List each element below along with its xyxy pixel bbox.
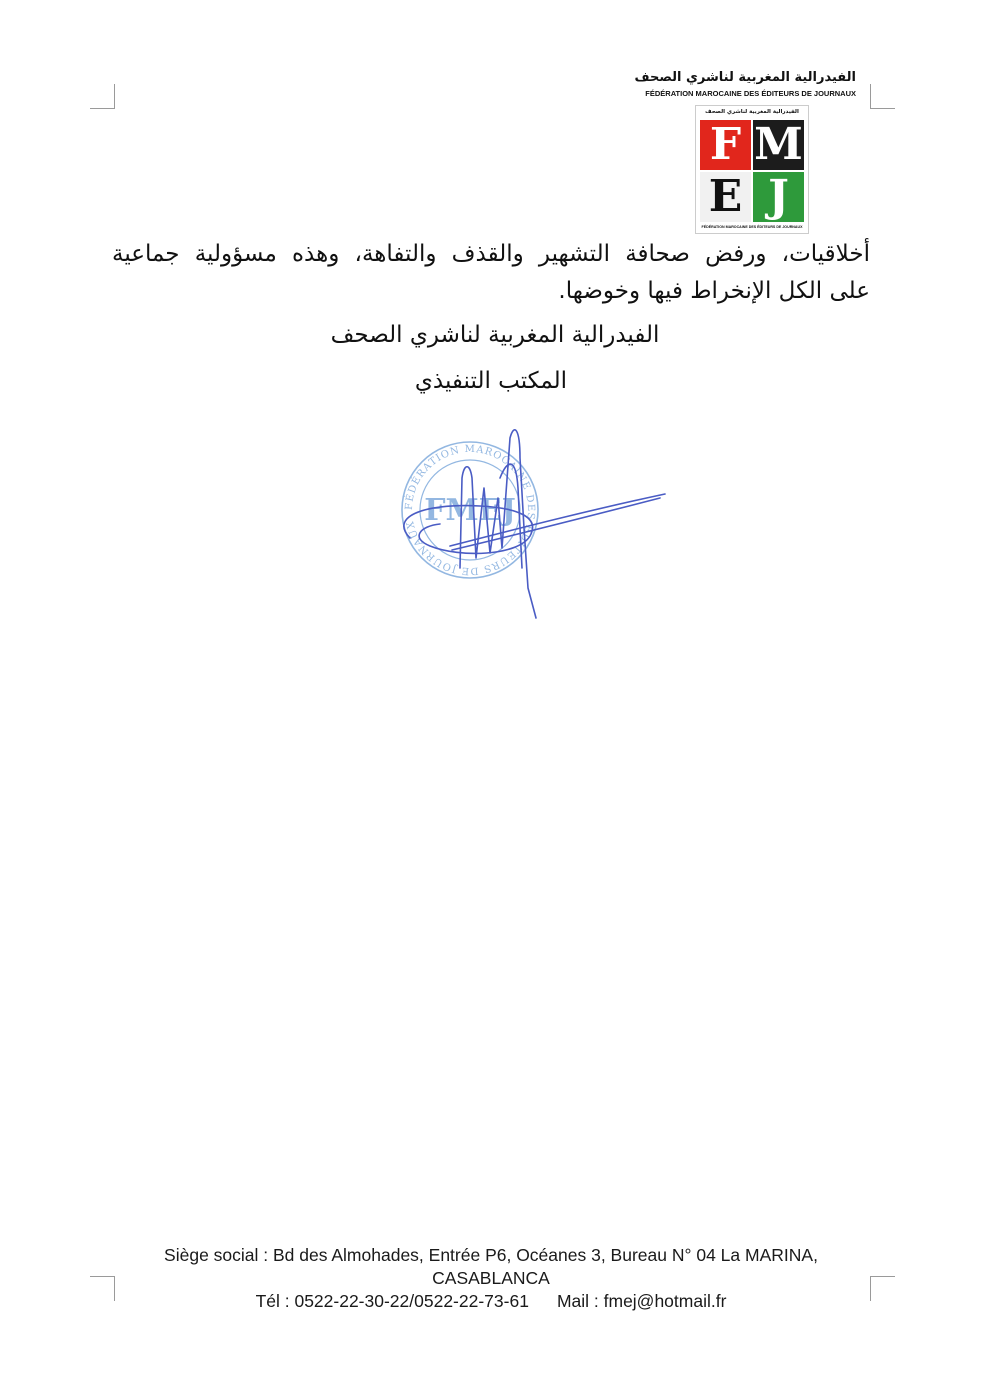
fmej-logo xyxy=(695,105,809,234)
logo-letter-grid xyxy=(700,120,804,222)
footer-phone: Tél : 0522-22-30-22/0522-22-73-61 xyxy=(255,1291,529,1311)
logo-letter-f: F xyxy=(700,120,751,170)
stamp-letters: FMEJ xyxy=(424,493,516,528)
stamp-and-signature xyxy=(350,418,680,628)
crop-mark-top-right xyxy=(870,84,895,109)
letterhead-org-name-ar: الفيدرالية المغربية لناشري الصحف xyxy=(634,70,856,85)
letterhead-org-name-fr: FÉDÉRATION MAROCAINE DES ÉDITEURS DE JOURNAUX xyxy=(645,89,856,98)
logo-top-text: الفيدرالية المغربية لناشري الصحف xyxy=(705,109,799,115)
paragraph-line-2: على الكل الإنخراط فيها وخوضها. xyxy=(558,278,870,304)
crop-mark-top-left xyxy=(90,84,115,109)
stamp-ring-text: FÉDÉRATION MAROCAINE DES ÉDITEURS DE JOURNAUX xyxy=(403,443,537,577)
footer-email-link[interactable]: Mail : fmej@hotmail.fr xyxy=(556,1291,727,1311)
logo-letter-j: J xyxy=(753,172,804,222)
paragraph-line-1: أخلاقيات، ورفض صحافة التشهير والقذف والتفاهة، وهذه مسؤولية جماعية xyxy=(112,241,870,267)
logo-bottom-text: FÉDÉRATION MAROCAINE DES ÉDITEURS DE JOURNAUX xyxy=(701,225,803,229)
logo-letter-e: E xyxy=(700,172,751,222)
logo-letter-m: M xyxy=(754,119,803,170)
footer-address-line-1: Siège social : Bd des Almohades, Entrée P6, Océanes 3, Bureau N° 04 La MARINA, xyxy=(164,1245,818,1265)
footer-address-line-2: CASABLANCA xyxy=(432,1268,550,1288)
footer-contact-line xyxy=(120,1291,862,1312)
crop-mark-bottom-right xyxy=(870,1276,895,1301)
signature-org-name: الفيدرالية المغربية لناشري الصحف xyxy=(330,322,660,348)
body-paragraph xyxy=(112,236,870,310)
signature-office: المكتب التنفيذي xyxy=(414,368,568,394)
crop-mark-bottom-left xyxy=(90,1276,115,1301)
